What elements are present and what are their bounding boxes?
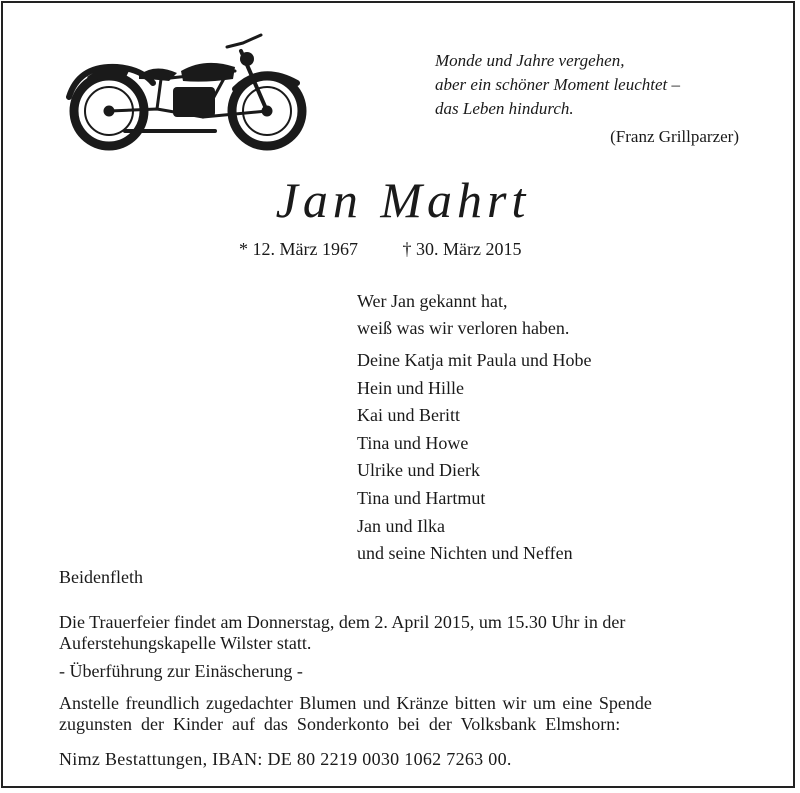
motorcycle-icon — [65, 33, 309, 151]
quote — [435, 49, 755, 121]
donation-info — [59, 693, 749, 735]
mourner: Tina und Hartmut — [357, 487, 486, 508]
mourner: Hein und Hille — [357, 377, 464, 398]
life-dates — [239, 239, 521, 260]
quote-line: aber ein schöner Moment leuchtet – — [435, 75, 681, 94]
funeral-line: Auferstehungskapelle Wilster statt. — [59, 633, 312, 653]
funeral-line: Die Trauerfeier findet am Donnerstag, dem 2. April 2015, um 15.30 Uhr in der — [59, 612, 626, 632]
mourner: Tina und Howe — [357, 432, 469, 453]
mourner: und seine Nichten und Neffen — [357, 543, 573, 564]
mourner: Jan und Ilka — [357, 515, 445, 536]
quote-line: das Leben hindurch. — [435, 99, 574, 118]
mourner: Ulrike und Dierk — [357, 460, 480, 481]
saying — [357, 288, 569, 342]
birth-date: * 12. März 1967 — [239, 239, 358, 259]
deceased-name: Jan Mahrt — [275, 172, 531, 228]
mourners-list — [357, 347, 591, 568]
saying-line: weiß was wir verloren haben. — [357, 318, 570, 338]
transfer-note: - Überführung zur Einäscherung - — [59, 661, 303, 681]
mourner: Deine Katja mit Paula und Hobe — [357, 350, 592, 370]
quote-author: (Franz Grillparzer) — [610, 127, 739, 146]
saying-line: Wer Jan gekannt hat, — [357, 291, 508, 311]
obituary-notice — [1, 1, 795, 788]
donation-line: Anstelle freundlich zugedachter Blumen und Kränze bitten wir um eine Spende — [59, 693, 652, 713]
donation-line: zugunsten der Kinder auf das Sonderkonto bei der Volksbank Elmshorn: — [59, 714, 621, 734]
place: Beidenfleth — [59, 567, 143, 587]
mourner: Kai und Beritt — [357, 405, 460, 426]
iban-info: Nimz Bestattungen, IBAN: DE 80 2219 0030 1062 7263 00. — [59, 749, 512, 769]
funeral-info — [59, 612, 749, 654]
quote-line: Monde und Jahre vergehen, — [435, 51, 625, 70]
death-date: † 30. März 2015 — [402, 239, 522, 259]
